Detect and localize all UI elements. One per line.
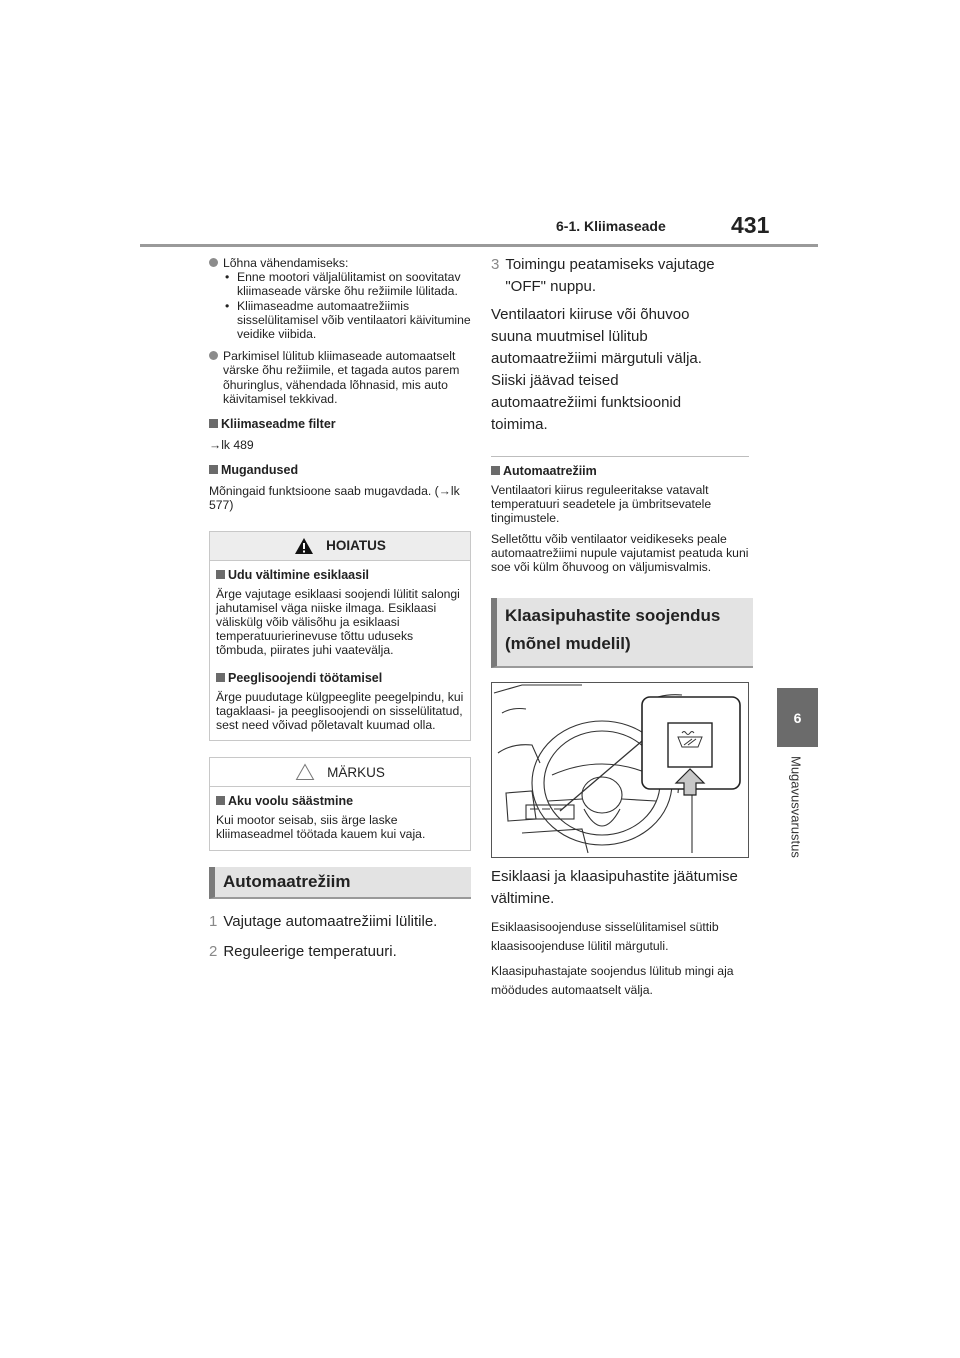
step-1-text: Vajutage automaatrežiimi lülitile. xyxy=(223,912,438,930)
filter-page-link[interactable]: →lk 489 xyxy=(209,438,254,453)
odor-sub-2: • Kliimaseadme automaatrežiimis sisselülitamisel võib ventilaatori käivitumine veidike viibida. xyxy=(223,299,471,342)
custom-text: Mõningaid funktsioone saab mugavdada. (→lk 577) xyxy=(209,484,460,513)
section-title: 6-1. Kliimaseade xyxy=(556,218,666,234)
caution-outline-icon xyxy=(295,763,315,781)
auto-note-text-1: Ventilaatori kiirus reguleeritakse vatavalt temperatuuri seadetele ja ümbritsevatele tingimustele. xyxy=(491,483,712,526)
step-1 xyxy=(209,911,471,933)
odor-sub-1: • Enne mootori väljalülitamist on soovitatav kliimaseade värske õhu režiimile lülitada. xyxy=(223,270,471,298)
filter-heading: Kliimaseadme filter xyxy=(209,416,471,432)
notice-title-bar xyxy=(210,758,470,787)
notice-title: MÄRKUS xyxy=(327,764,385,780)
left-column xyxy=(209,256,471,963)
notice-box xyxy=(209,757,471,850)
bullet-dot-icon xyxy=(209,351,218,360)
warning-box xyxy=(209,531,471,742)
warning-title: HOIATUS xyxy=(326,538,386,554)
fog-heading: Udu vältimine esiklaasil xyxy=(216,567,464,583)
warning-body xyxy=(210,561,470,741)
step-3 xyxy=(491,254,753,298)
defroster-section-heading xyxy=(491,598,753,668)
dashboard-illustration xyxy=(492,683,748,857)
indicator-paragraph: Ventilaatori kiiruse või õhuvoo suuna muutmisel lülitub automaatrežiimi märgutuli välja. Siiski jäävad teised automaatrežiimi funktsioonid toimima. xyxy=(491,306,702,433)
defroster-heading-line-1: Klaasipuhastite soojendus xyxy=(505,606,721,626)
defroster-text-2: Klaasipuhastajate soojendus lülitub mingi aja möödudes automaatselt välja. xyxy=(491,964,734,998)
parking-bullet xyxy=(209,349,471,406)
warning-title-bar xyxy=(210,532,470,561)
auto-note-text-2: Selletõttu võib ventilaator veidikeseks peale automaatrežiimi nupule vajutamist peatuda kuni soe või külm õhuvoog on väljumisvalmis. xyxy=(491,531,749,575)
step-2-number: 2 xyxy=(209,942,218,960)
notice-body xyxy=(210,787,470,849)
mirror-text: Ärge puudutage külgpeeglite peegelpindu, kui tagaklaasi- ja peeglisoojendi on sisselülitatud, sest need võivad põletavalt kuumad olla. xyxy=(216,689,464,733)
chapter-label-text: Mugavusvarustus xyxy=(788,756,804,858)
auto-note-heading: Automaatrežiim xyxy=(491,463,753,479)
right-column xyxy=(491,254,753,1000)
defroster-text-1: Esiklaasisoojenduse sisselülitamisel süttib klaasisoojenduse lülitil märgutuli. xyxy=(491,920,719,954)
step-3-text: Toimingu peatamiseks vajutage "OFF" nuppu. xyxy=(505,256,715,295)
step-2-text: Reguleerige temperatuuri. xyxy=(223,942,397,960)
step-3-number: 3 xyxy=(491,256,500,273)
fog-text: Ärge vajutage esiklaasi soojendi lülitit salongi jahutamisel väga niiske ilmaga. Esiklaasi väliskülg võib välisõhu ja esiklaasi temperatuurierinevuse tõttu uduseks tõmbuda, piirates juhi vaatevälja. xyxy=(216,586,460,658)
battery-text: Kui mootor seisab, siis ärge laske kliimaseadmel töötada kauem kui vaja. xyxy=(216,813,426,842)
battery-heading: Aku voolu säästmine xyxy=(216,793,464,809)
defroster-title: Esiklaasi ja klaasipuhastite jäätumise vältimine. xyxy=(491,868,738,908)
warning-icon xyxy=(294,537,314,555)
auto-section-heading: Automaatrežiim xyxy=(209,867,471,899)
custom-heading: Mugandused xyxy=(209,462,471,478)
chapter-tab[interactable]: 6 xyxy=(777,688,818,747)
step-1-number: 1 xyxy=(209,912,218,930)
header-divider xyxy=(140,244,818,247)
page-number: 431 xyxy=(731,212,770,238)
chapter-label xyxy=(784,756,808,886)
dashboard-figure xyxy=(491,682,749,858)
parking-text: Parkimisel lülitub kliimaseade automaatselt värske õhu režiimile, et tagada autos parem õhuringlus, vähendada lõhnasid, mis auto käivitamisel tekkivad. xyxy=(223,349,460,406)
bullet-dot-icon xyxy=(209,258,218,267)
mirror-heading: Peeglisoojendi töötamisel xyxy=(216,670,464,686)
odor-title: Lõhna vähendamiseks: xyxy=(223,256,349,270)
odor-bullet xyxy=(209,256,471,341)
section-divider xyxy=(491,456,749,457)
defroster-heading-line-2: (mõnel mudelil) xyxy=(505,634,631,654)
step-2 xyxy=(209,941,471,963)
